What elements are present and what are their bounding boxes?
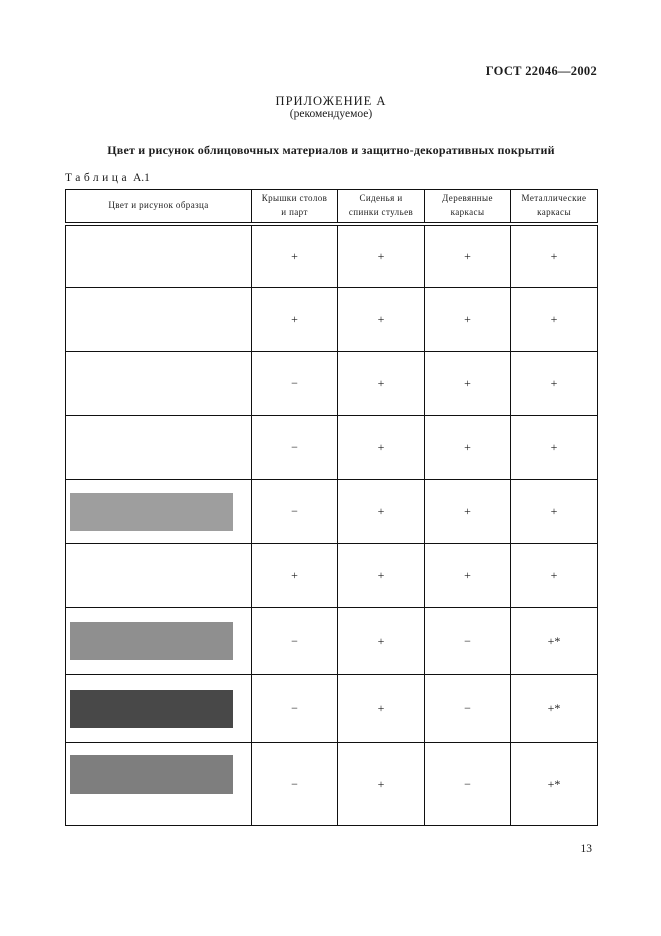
sample-cell: [66, 288, 252, 352]
mark-cell: +: [511, 352, 598, 416]
mark-cell: −: [252, 608, 338, 675]
document-code: ГОСТ 22046—2002: [485, 64, 597, 78]
mark-cell: +: [338, 224, 425, 288]
sample-cell: [66, 416, 252, 480]
sample-cell: [66, 675, 252, 743]
mark-cell: −: [252, 675, 338, 743]
mark-cell: +: [425, 224, 511, 288]
table-header-row: [66, 190, 598, 224]
mark-cell: −: [252, 480, 338, 544]
header-wooden-frames: Деревянные каркасы: [425, 190, 511, 224]
color-pattern-table: [65, 189, 598, 826]
mark-cell: +: [338, 288, 425, 352]
header-sample: Цвет и рисунок образца: [66, 190, 252, 224]
main-title: Цвет и рисунок облицовочных материалов и защитно-декоративных покрытий: [107, 143, 555, 157]
mark-cell: +: [252, 224, 338, 288]
mark-cell: +: [511, 544, 598, 608]
page-number: 13: [580, 843, 592, 855]
mark-cell: +: [252, 288, 338, 352]
mark-cell: −: [252, 743, 338, 826]
mark-cell: −: [425, 608, 511, 675]
mark-cell: +: [511, 288, 598, 352]
mark-cell: +: [252, 544, 338, 608]
mark-cell: +: [338, 416, 425, 480]
color-swatch: [70, 755, 233, 794]
sample-cell: [66, 480, 252, 544]
mark-cell: +*: [511, 675, 598, 743]
mark-cell: +: [425, 544, 511, 608]
table-label-word: Таблица: [65, 172, 131, 184]
mark-cell: −: [425, 743, 511, 826]
header-desk-tops: Крышки столов и парт: [252, 190, 338, 224]
table-row: [66, 224, 598, 288]
mark-cell: +: [511, 224, 598, 288]
table-row: [66, 352, 598, 416]
color-swatch: [70, 493, 233, 531]
mark-cell: +: [425, 480, 511, 544]
table-row: [66, 480, 598, 544]
mark-cell: +: [425, 416, 511, 480]
sample-cell: [66, 743, 252, 826]
color-swatch: [70, 690, 233, 728]
mark-cell: +*: [511, 608, 598, 675]
mark-cell: +: [338, 480, 425, 544]
mark-cell: +: [511, 416, 598, 480]
sample-cell: [66, 544, 252, 608]
mark-cell: +: [425, 352, 511, 416]
sample-cell: [66, 224, 252, 288]
table-row: [66, 416, 598, 480]
color-swatch: [70, 622, 233, 660]
table-row: [66, 608, 598, 675]
mark-cell: −: [252, 416, 338, 480]
sample-cell: [66, 352, 252, 416]
table-row: [66, 288, 598, 352]
table-row: [66, 544, 598, 608]
mark-cell: +: [338, 544, 425, 608]
mark-cell: −: [425, 675, 511, 743]
appendix-subtitle: (рекомендуемое): [289, 108, 373, 120]
mark-cell: +*: [511, 743, 598, 826]
mark-cell: −: [252, 352, 338, 416]
appendix-title: ПРИЛОЖЕНИЕ А: [275, 94, 387, 108]
mark-cell: +: [425, 288, 511, 352]
mark-cell: +: [338, 608, 425, 675]
table-row: [66, 675, 598, 743]
mark-cell: +: [338, 675, 425, 743]
header-seats-backs: Сиденья и спинки стульев: [338, 190, 425, 224]
mark-cell: +: [511, 480, 598, 544]
sample-cell: [66, 608, 252, 675]
header-metal-frames: Металлические каркасы: [511, 190, 598, 224]
mark-cell: +: [338, 743, 425, 826]
table-label: [65, 172, 150, 184]
table-row: [66, 743, 598, 826]
mark-cell: +: [338, 352, 425, 416]
table-label-number: А.1: [132, 172, 150, 184]
